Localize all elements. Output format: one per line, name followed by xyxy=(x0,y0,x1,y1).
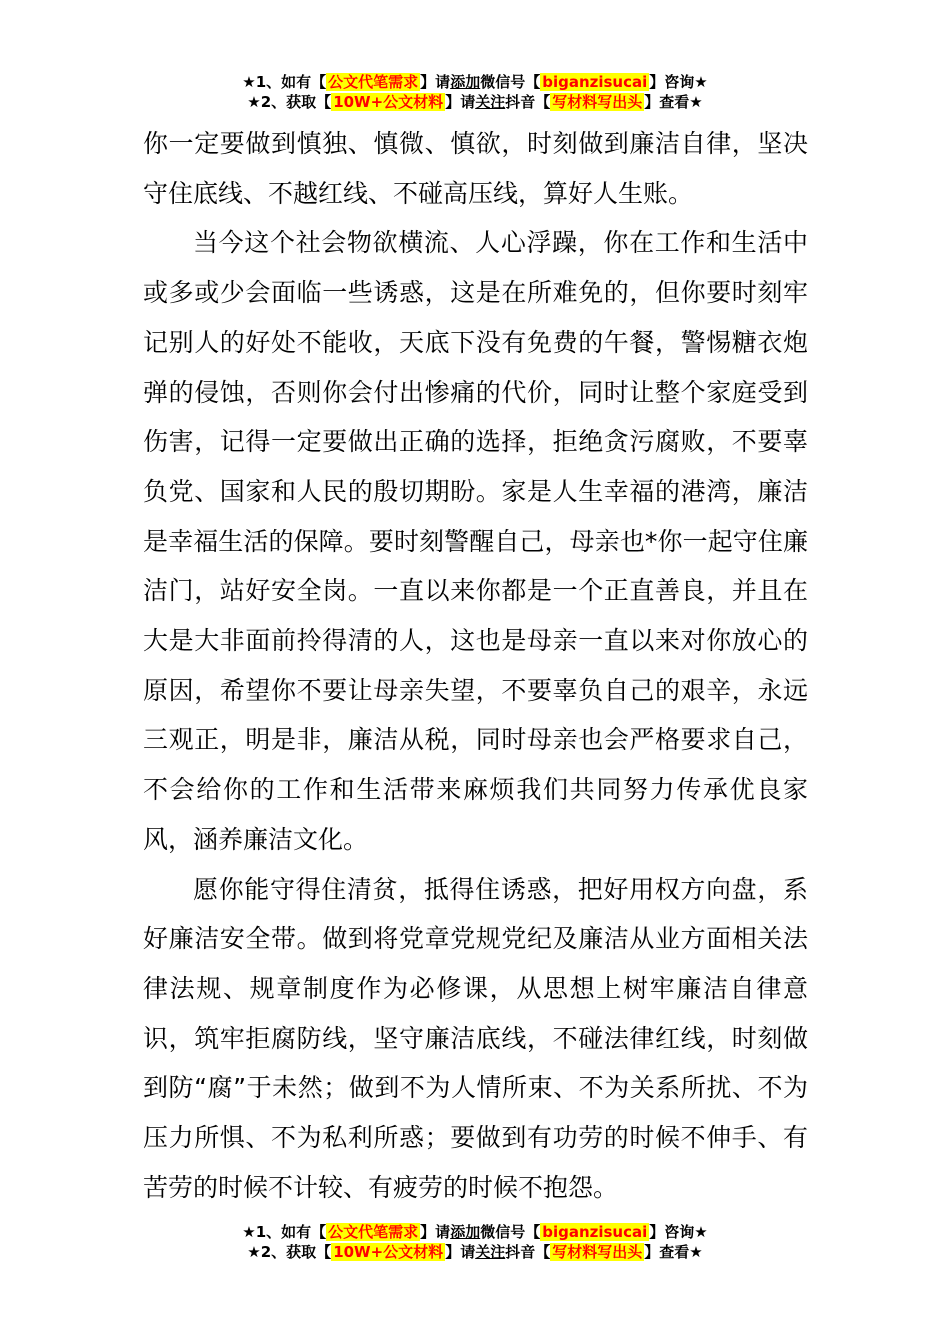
banner-highlight-materials: 10W+公文材料 xyxy=(333,93,444,111)
banner-line-1: ★1、如有【 公文代笔需求 】请添加微信号【 biganzisucai 】咨询★ xyxy=(242,73,708,91)
header-banner xyxy=(0,72,950,112)
banner-line-2: ★2、获取【 10W+公文材料 】请关注抖音【 写材料写出头 】查看★ xyxy=(247,93,703,111)
banner-highlight-douyin: 写材料写出头 xyxy=(552,93,643,111)
banner-highlight-douyin: 写材料写出头 xyxy=(552,1243,643,1261)
banner-highlight-service: 公文代笔需求 xyxy=(328,73,419,91)
document-body xyxy=(143,119,808,1212)
banner-line-2: ★2、获取【 10W+公文材料 】请关注抖音【 写材料写出头 】查看★ xyxy=(247,1243,703,1261)
paragraph: 你一定要做到慎独、慎微、慎欲，时刻做到廉洁自律，坚决守住底线、不越红线、不碰高压线，算好人生账。 xyxy=(143,129,808,208)
banner-line-1: ★1、如有【 公文代笔需求 】请添加微信号【 biganzisucai 】咨询★ xyxy=(242,1223,708,1241)
banner-highlight-wechat-id: biganzisucai xyxy=(542,1223,648,1241)
banner-highlight-service: 公文代笔需求 xyxy=(328,1223,419,1241)
footer-banner xyxy=(0,1222,950,1262)
paragraph: 愿你能守得住清贫，抵得住诱惑，把好用权方向盘，系好廉洁安全带。做到将党章党规党纪及廉洁从业方面相关法律法规、规章制度作为必修课，从思想上树牢廉洁自律意识，筑牢拒腐防线，坚守廉洁底线，不碰法律红线，时刻做到防“腐”于未然；做到不为人情所束、不为关系所扰、不为压力所惧、不为私利所惑；要做到有功劳的时候不伸手、有苦劳的时候不计较、有疲劳的时候不抱怨。 xyxy=(143,874,808,1202)
banner-highlight-materials: 10W+公文材料 xyxy=(333,1243,444,1261)
banner-highlight-wechat-id: biganzisucai xyxy=(542,73,648,91)
paragraph: 当今这个社会物欲横流、人心浮躁，你在工作和生活中或多或少会面临一些诱惑，这是在所难免的，但你要时刻牢记别人的好处不能收，天底下没有免费的午餐，警惕糖衣炮弹的侵蚀，否则你会付出惨痛的代价，同时让整个家庭受到伤害，记得一定要做出正确的选择，拒绝贪污腐败，不要辜负党、国家和人民的殷切期盼。家是人生幸福的港湾，廉洁是幸福生活的保障。要时刻警醒自己，母亲也*你一起守住廉洁门，站好安全岗。一直以来你都是一个正直善良，并且在大是大非面前拎得清的人，这也是母亲一直以来对你放心的原因，希望你不要让母亲失望，不要辜负自己的艰辛，永远三观正，明是非，廉洁从税，同时母亲也会严格要求自己，不会给你的工作和生活带来麻烦我们共同努力传承优良家风，涵养廉洁文化。 xyxy=(143,228,808,854)
